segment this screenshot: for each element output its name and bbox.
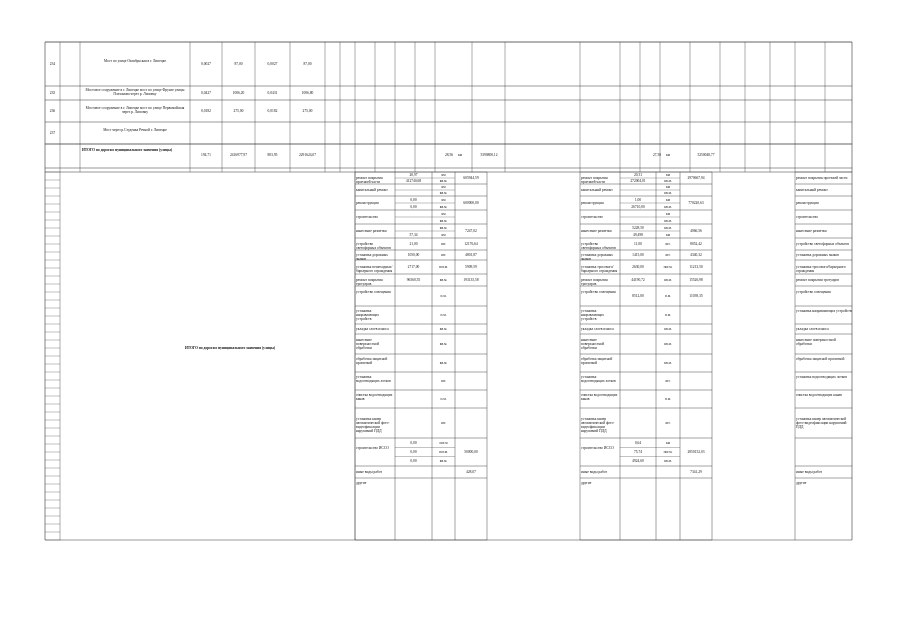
- itogo-block2-length: 27,50: [652, 153, 662, 157]
- work-quantity: 20,31: [633, 173, 643, 177]
- row-object-name: Мостовое сооружение в г. Липецке мост по улице Первомайская через р. Липовку: [85, 106, 185, 114]
- work-type-label: строительство ИССО: [356, 446, 389, 450]
- work-type-label: очистка водоотводящих канав: [581, 393, 618, 401]
- itogo-section-label: ИТОГО по дорогам муниципального значения (улицы): [184, 346, 276, 350]
- work-quantity: 75,74: [633, 450, 643, 454]
- work-type-label: установка дорожных знаков: [796, 253, 839, 257]
- work-type-label: капитальный ремонт: [796, 188, 828, 192]
- work-type-label: капитальный ремонт: [581, 188, 613, 192]
- work-unit: кв.м.: [439, 278, 448, 282]
- work-type-label: установка направляющих устройств: [356, 309, 380, 321]
- work-unit: кв.м.: [664, 361, 672, 365]
- work-unit: шт.: [665, 421, 671, 425]
- row-object-name: Мост по улице Октябрьская в г. Липецке: [103, 59, 167, 63]
- work-unit: кв.м.: [439, 361, 448, 365]
- work-type-label: очистка водоотводящих канав: [796, 393, 842, 397]
- work-type-label: строительство: [356, 215, 378, 219]
- work-quantity: 272004,01: [630, 179, 646, 183]
- work-unit: пог.м: [439, 440, 448, 445]
- row-value-4: 87,00: [303, 62, 312, 66]
- work-type-label: установка камер автоматической фото-видеофиксации нарушений ПДД: [581, 417, 615, 433]
- work-sum: 428,07: [466, 470, 476, 474]
- work-unit: пог.м.: [439, 265, 448, 269]
- work-type-label: реконструкция: [796, 201, 819, 205]
- work-unit: кв.м.: [664, 278, 672, 282]
- work-type-label: нанесение поверхностной обработки: [356, 338, 380, 350]
- work-type-label: ремонт покрытия проезжей части: [581, 176, 608, 184]
- work-type-label: укладка слоев износа: [581, 327, 614, 331]
- row-object-name: Мостовое сооружение в г. Липецке мост по улице Фрунзе улицы Плеханова через р. Липовку: [85, 88, 185, 96]
- work-type-label: реконструкция: [581, 201, 604, 205]
- work-type-label: установка направляющих устройств: [581, 309, 605, 321]
- work-type-label: установка дорожных знаков: [581, 253, 613, 261]
- work-unit: кв.м.: [664, 218, 672, 223]
- work-sum: 50000,00: [464, 450, 478, 454]
- itogo-block1-unit: км: [458, 153, 463, 157]
- work-quantity: 2717,00: [407, 265, 420, 269]
- work-quantity: 20,97: [409, 173, 418, 177]
- work-quantity: 49,498: [633, 232, 643, 237]
- row-value-2: 275,00: [233, 109, 244, 113]
- work-type-label: реконструкция: [356, 201, 379, 205]
- itogo-block2-unit: км: [666, 153, 671, 157]
- work-unit: кв.м.: [664, 204, 672, 209]
- work-unit: кв.м.: [664, 342, 672, 346]
- work-unit: кв.м.: [664, 179, 672, 183]
- work-type-label: устройство освещения: [356, 290, 391, 294]
- work-unit: шт.: [665, 242, 671, 246]
- work-unit: кв.м.: [664, 191, 672, 195]
- row-value-1: 0,0182: [201, 109, 211, 113]
- work-sum: 7247,02: [465, 229, 477, 233]
- itogo-value-4: 2291624,07: [298, 153, 317, 157]
- itogo-label: ИТОГО по дорогам муниципального значения (улицы): [82, 148, 173, 152]
- work-unit: шт.: [441, 242, 446, 246]
- row-value-2: 1006,20: [232, 91, 245, 95]
- work-unit: кв.м.: [664, 327, 672, 331]
- work-type-label: устройство светофорных объектов: [581, 242, 616, 250]
- work-unit: шт.: [441, 379, 446, 383]
- row-number: 236: [49, 109, 56, 113]
- work-type-label: нанесение разметки: [356, 229, 387, 233]
- row-value-3: 0,0027: [267, 62, 278, 66]
- work-type-label: ремонт покрытия тротуаров: [581, 278, 608, 286]
- row-value-2: 87,00: [234, 62, 243, 66]
- work-type-label: иные виды работ: [581, 470, 608, 474]
- work-sum: 2850152,03: [687, 450, 705, 454]
- work-quantity: 8512,00: [632, 294, 644, 298]
- work-unit: п.м.: [440, 313, 447, 317]
- work-unit: км: [441, 197, 446, 202]
- work-unit: км: [665, 173, 671, 177]
- row-value-1: 0,0027: [201, 62, 211, 66]
- work-unit: км: [665, 197, 671, 202]
- work-quantity: 21,00: [409, 242, 418, 246]
- work-sum: 15526,98: [689, 278, 703, 282]
- work-sum: 4340,32: [690, 253, 702, 257]
- work-type-label: обработка защитной пропиткой: [796, 357, 845, 361]
- work-quantity: 412740,68: [405, 179, 422, 183]
- work-sum: 600000,00: [463, 201, 479, 205]
- work-quantity: 96560,55: [406, 278, 421, 282]
- row-value-1: 0,0427: [201, 91, 211, 95]
- work-type-label: установка направляющих устройств: [796, 309, 852, 313]
- work-sum: 11039,35: [689, 294, 703, 298]
- work-type-label: нанесение поверхностной обработки: [581, 338, 605, 350]
- work-unit: пог.м.: [663, 265, 673, 269]
- work-quantity: 0,00: [410, 459, 417, 464]
- work-type-label: установка тросового/барьерного ограждения: [581, 265, 618, 273]
- work-type-label: капитальный ремонт: [356, 188, 388, 192]
- work-unit: п.м.: [440, 294, 447, 298]
- work-unit: кв.м.: [439, 327, 448, 331]
- row-number: 237: [49, 131, 56, 135]
- work-unit: шт.: [665, 379, 671, 383]
- work-type-label: установка тросового/барьерного ограждения: [796, 265, 846, 273]
- itogo-value-1: 194,71: [201, 153, 211, 157]
- work-type-label: очистка водоотводящих канав: [356, 393, 393, 401]
- work-type-label: обработка защитной пропиткой: [581, 357, 613, 365]
- work-type-label: другие: [581, 481, 592, 485]
- work-unit: п.м.: [440, 397, 447, 401]
- work-unit: кв.м.: [439, 342, 448, 346]
- work-unit: пог.м.: [439, 450, 448, 454]
- work-type-label: установка водоотводящих лотков: [356, 375, 391, 383]
- work-unit: кв.м.: [664, 225, 672, 230]
- work-unit: км: [441, 232, 446, 237]
- work-unit: п.м.: [665, 294, 671, 298]
- work-quantity: 1415,00: [632, 253, 644, 257]
- work-quantity: 0,00: [410, 440, 417, 445]
- itogo-block1-sum: 5390800,12: [480, 153, 498, 157]
- work-type-label: обработка защитной пропиткой: [356, 357, 388, 365]
- row-value-4: 1006,80: [301, 91, 314, 95]
- work-sum: 11213,50: [689, 265, 703, 269]
- work-sum: 5909,59: [465, 265, 477, 269]
- work-type-label: другие: [356, 481, 367, 485]
- itogo-value-2: 2416977,97: [229, 153, 248, 157]
- work-unit: км: [441, 173, 446, 177]
- work-unit: км: [441, 211, 446, 216]
- work-quantity: 1050,00: [407, 253, 420, 257]
- work-sum: 193135,58: [463, 278, 479, 282]
- work-type-label: устройство светофорных объектов: [356, 242, 391, 250]
- work-type-label: установка водоотводящих лотков: [796, 375, 847, 379]
- work-unit: кв.м.: [439, 459, 448, 464]
- row-value-4: 275,00: [302, 109, 313, 113]
- work-unit: кв.м.: [439, 191, 448, 195]
- work-type-label: ремонт покрытия проезжей части: [796, 176, 848, 180]
- work-type-label: установка дорожных знаков: [356, 253, 388, 261]
- work-unit: шт.: [665, 253, 671, 257]
- work-unit: шт.: [441, 253, 446, 257]
- work-type-label: ремонт покрытия тротуаров: [796, 278, 839, 282]
- work-unit: кв.м.: [439, 218, 448, 223]
- work-quantity: 0,64: [634, 440, 642, 445]
- work-unit: км: [665, 440, 671, 445]
- work-type-label: установка водоотводящих лотков: [581, 375, 616, 383]
- row-number: 235: [49, 91, 56, 95]
- work-quantity: 57,34: [409, 232, 418, 237]
- work-quantity: 2630,00: [632, 265, 644, 269]
- work-type-label: другие: [796, 481, 807, 485]
- work-unit: п.м.: [665, 313, 671, 317]
- work-unit: пог.м.: [663, 450, 673, 454]
- work-type-label: нанесение поверхностной обработки: [796, 338, 836, 346]
- work-quantity: 0,00: [410, 204, 417, 209]
- work-type-label: устройство освещения: [581, 290, 616, 294]
- work-type-label: нанесение разметки: [796, 229, 827, 233]
- work-unit: шт.: [441, 421, 446, 425]
- work-type-label: строительство: [581, 215, 603, 219]
- work-type-label: установка камер автоматической фото-видеофиксации нарушений ПДД: [796, 417, 847, 429]
- itogo-block2-sum: 5250048,77: [697, 153, 715, 157]
- itogo-block1-length: 28,56: [444, 153, 454, 157]
- work-type-label: установка пешеходных/барьерного ограждения: [356, 265, 393, 273]
- work-quantity: 44190,72: [631, 278, 645, 282]
- work-unit: кв.м.: [439, 204, 448, 209]
- row-object-name: Мост через р.Студенка Речной г. Липецке: [103, 128, 167, 132]
- work-type-label: иные виды работ: [356, 470, 383, 474]
- work-sum: 2970667,94: [687, 176, 705, 180]
- work-unit: кв.м.: [439, 179, 448, 183]
- work-type-label: иные виды работ: [796, 470, 823, 474]
- work-type-label: нанесение разметки: [581, 229, 612, 233]
- work-unit: п.м.: [665, 397, 671, 401]
- work-sum: 4066,56: [690, 229, 702, 233]
- work-quantity: 26710,00: [631, 204, 645, 209]
- work-type-label: строительство ИССО: [581, 446, 614, 450]
- work-sum: 7341,29: [690, 470, 702, 474]
- work-type-label: установка камер автоматической фото-видеофиксации нарушений ПДД: [356, 417, 390, 433]
- row-value-3: 0,0182: [267, 109, 278, 113]
- work-quantity: 5228,50: [632, 225, 644, 230]
- work-type-label: устройство светофорных объектов: [796, 242, 849, 246]
- work-unit: км: [665, 185, 671, 189]
- work-type-label: укладка слоев износа: [356, 327, 389, 331]
- work-sum: 4801,87: [465, 253, 477, 257]
- row-number: 234: [49, 62, 56, 66]
- work-unit: кв.м.: [664, 459, 672, 464]
- work-quantity: 0,00: [410, 197, 417, 202]
- work-quantity: 4924,60: [632, 459, 644, 464]
- work-quantity: 1,00: [634, 197, 642, 202]
- work-quantity: 11,00: [634, 242, 642, 246]
- work-unit: кв.м.: [439, 225, 448, 230]
- work-sum: 605944,59: [463, 176, 479, 180]
- row-value-3: 0,0431: [267, 91, 278, 95]
- work-type-label: укладка слоев износа: [796, 327, 829, 331]
- work-type-label: устройство освещения: [796, 290, 831, 294]
- work-quantity: 0,00: [410, 450, 417, 454]
- work-sum: 8052,42: [690, 242, 702, 246]
- work-unit: км: [441, 185, 446, 189]
- work-type-label: ремонт покрытия проезжей части: [356, 176, 383, 184]
- work-type-label: строительство: [796, 215, 818, 219]
- work-unit: км: [665, 232, 671, 237]
- work-sum: 770220,63: [688, 201, 704, 205]
- work-unit: км: [665, 211, 671, 216]
- work-type-label: ремонт покрытия тротуаров: [356, 278, 383, 286]
- itogo-value-3: 803,95: [267, 153, 278, 157]
- work-sum: 12176,64: [464, 242, 478, 246]
